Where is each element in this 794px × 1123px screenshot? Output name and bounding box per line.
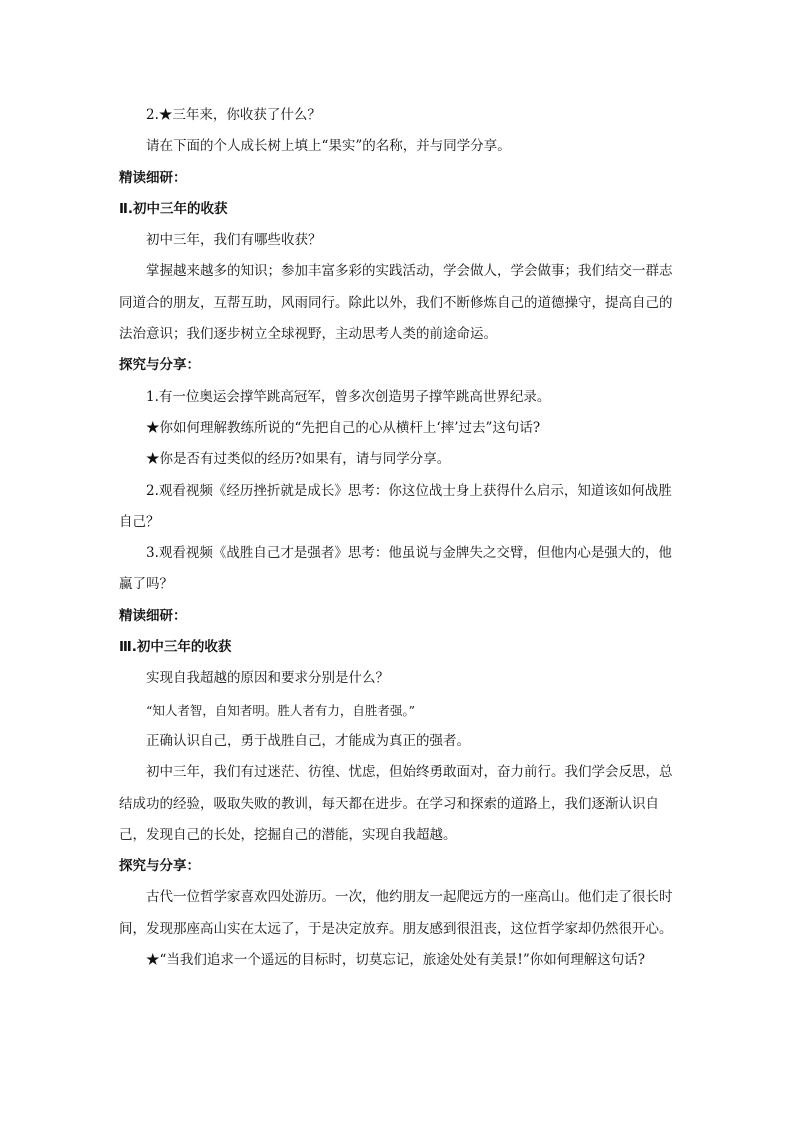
section-3-title: Ⅲ.初中三年的收获 xyxy=(119,639,232,656)
question-2-instruction: 请在下面的个人成长树上填上“果实”的名称，并与同学分享。 xyxy=(146,138,511,155)
section-2-answer: 掌握越来越多的知识；参加丰富多彩的实践活动，学会做人，学会做事；我们结交一群志同道合的朋友，互帮互助，风雨同行。除此以外，我们不断修炼自己的道德操守，提高自己的法治意识；我们逐步树立全球视野，主动思考人类的前途命运。 xyxy=(119,263,673,343)
section-2-question: 初中三年，我们有哪些收获？ xyxy=(146,232,322,249)
section-3-paragraph: 初中三年，我们有过迷茫、彷徨、忧虑，但始终勇敢面对，奋力前行。我们学会反思，总结成功的经验，吸取失败的教训，每天都在进步。在学习和探索的道路上，我们逐渐认识自己，发现自己的长处，挖掘自己的潜能，实现自我超越。 xyxy=(119,764,673,843)
explore-1-item-2: 2.观看视频《经历挫折就是成长》思考：你这位战士身上获得什么启示，知道该如何战胜自己？ xyxy=(119,482,672,530)
heading-explore-share-1: 探究与分享： xyxy=(119,357,200,374)
section-3-point: 正确认识自己，勇于战胜自己，才能成为真正的强者。 xyxy=(146,732,470,749)
section-2-title: Ⅱ.初中三年的收获 xyxy=(119,200,228,217)
section-3-quote: “知人者智，自知者明。胜人者有力，自胜者强。” xyxy=(146,702,416,718)
explore-2-story: 古代一位哲学家喜欢四处游历。一次，他约朋友一起爬远方的一座高山。他们走了很长时间，发现那座高山实在太远了，于是决定放弃。朋友感到很沮丧，这位哲学家却仍然很开心。 xyxy=(119,889,673,937)
heading-read-closely-1: 精读细研： xyxy=(119,169,187,186)
question-2: 2.★三年来，你收获了什么？ xyxy=(146,107,321,123)
document-content xyxy=(119,100,679,976)
heading-explore-share-2: 探究与分享： xyxy=(119,858,200,875)
explore-1-item-1-question-1: ★你如何理解教练所说的“先把自己的心从横杆上‘摔’过去”这句话? xyxy=(146,419,541,436)
explore-2-question: ★“当我们追求一个遥远的目标时，切莫忘记，旅途处处有美景!”你如何理解这句话? xyxy=(146,952,645,969)
section-3-question: 实现自我超越的原因和要求分别是什么？ xyxy=(146,670,389,687)
explore-1-item-1: 1.有一位奥运会撑竿跳高冠军，曾多次创造男子撑竿跳高世界纪录。 xyxy=(146,388,551,405)
explore-1-item-3: 3.观看视频《战胜自己才是强者》思考：他虽说与金牌失之交臂，但他内心是强大的，他赢了吗？ xyxy=(119,545,672,593)
heading-read-closely-2: 精读细研： xyxy=(119,607,187,624)
explore-1-item-1-question-2: ★你是否有过类似的经历?如果有，请与同学分享。 xyxy=(146,451,451,468)
